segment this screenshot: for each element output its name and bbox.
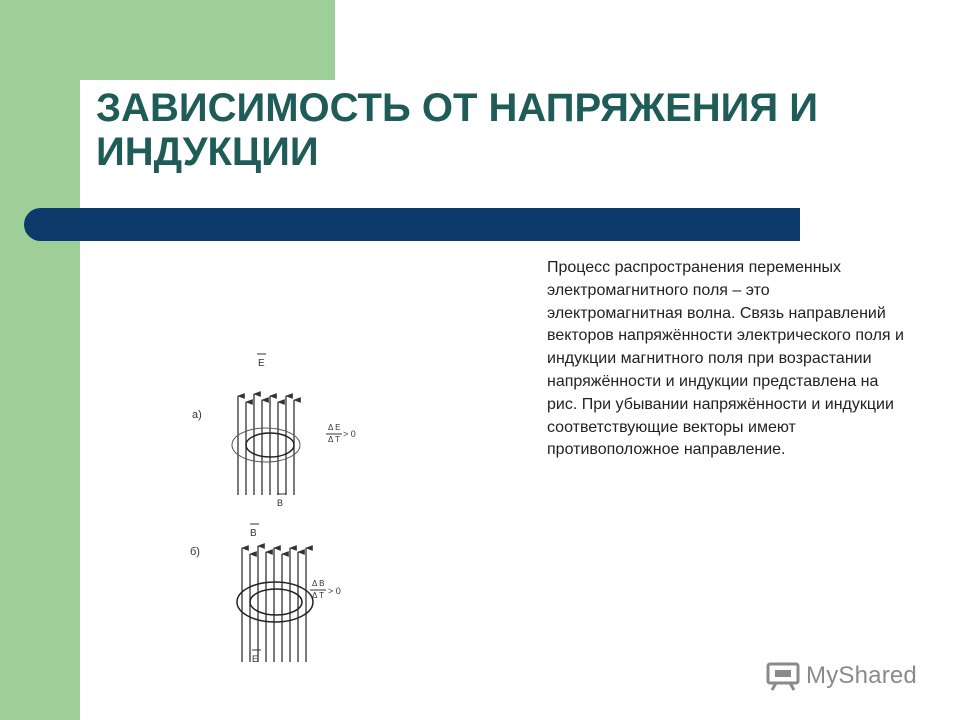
panel-a-comparison: > 0 <box>343 429 356 439</box>
green-sidebar <box>0 0 80 720</box>
panel-b <box>190 524 341 664</box>
title-underline-bar <box>24 208 800 241</box>
panel-b-vector-bottom-label: E <box>252 654 259 664</box>
panel-a-label: а) <box>192 409 202 421</box>
panel-b-label: б) <box>190 546 200 558</box>
panel-b-vector-top-label: B <box>250 528 257 539</box>
myshared-watermark <box>766 656 936 696</box>
field-vectors-figure <box>180 340 360 670</box>
projector-screen-icon <box>766 661 800 691</box>
slide-title: ЗАВИСИМОСТЬ ОТ НАПРЯЖЕНИЯ И ИНДУКЦИИ <box>96 86 819 174</box>
panel-a-delta-top: Δ E <box>328 423 341 432</box>
panel-b-comparison: > 0 <box>328 586 341 596</box>
watermark-text: MyShared <box>806 662 917 689</box>
panel-b-delta-bottom: Δ T <box>312 591 325 600</box>
slide-body-text: Процесс распространения переменных электромагнитного поля – это электромагнитная волна. Связь направлений векторов напряжённости электрического поля и индукции магнитного поля при возрастании напряжённости и индукции представлена на рис. При убывании напряжённости и индукции соответствующие векторы имеют противоположное направление. <box>547 259 904 459</box>
panel-b-delta-top: Δ B <box>312 579 325 588</box>
panel-a-vector-top-label: E <box>258 358 265 369</box>
panel-a-vector-bottom-label: B <box>277 498 284 508</box>
panel-a <box>192 354 356 508</box>
green-top-band <box>80 0 335 80</box>
panel-a-delta-bottom: Δ T <box>328 435 341 444</box>
